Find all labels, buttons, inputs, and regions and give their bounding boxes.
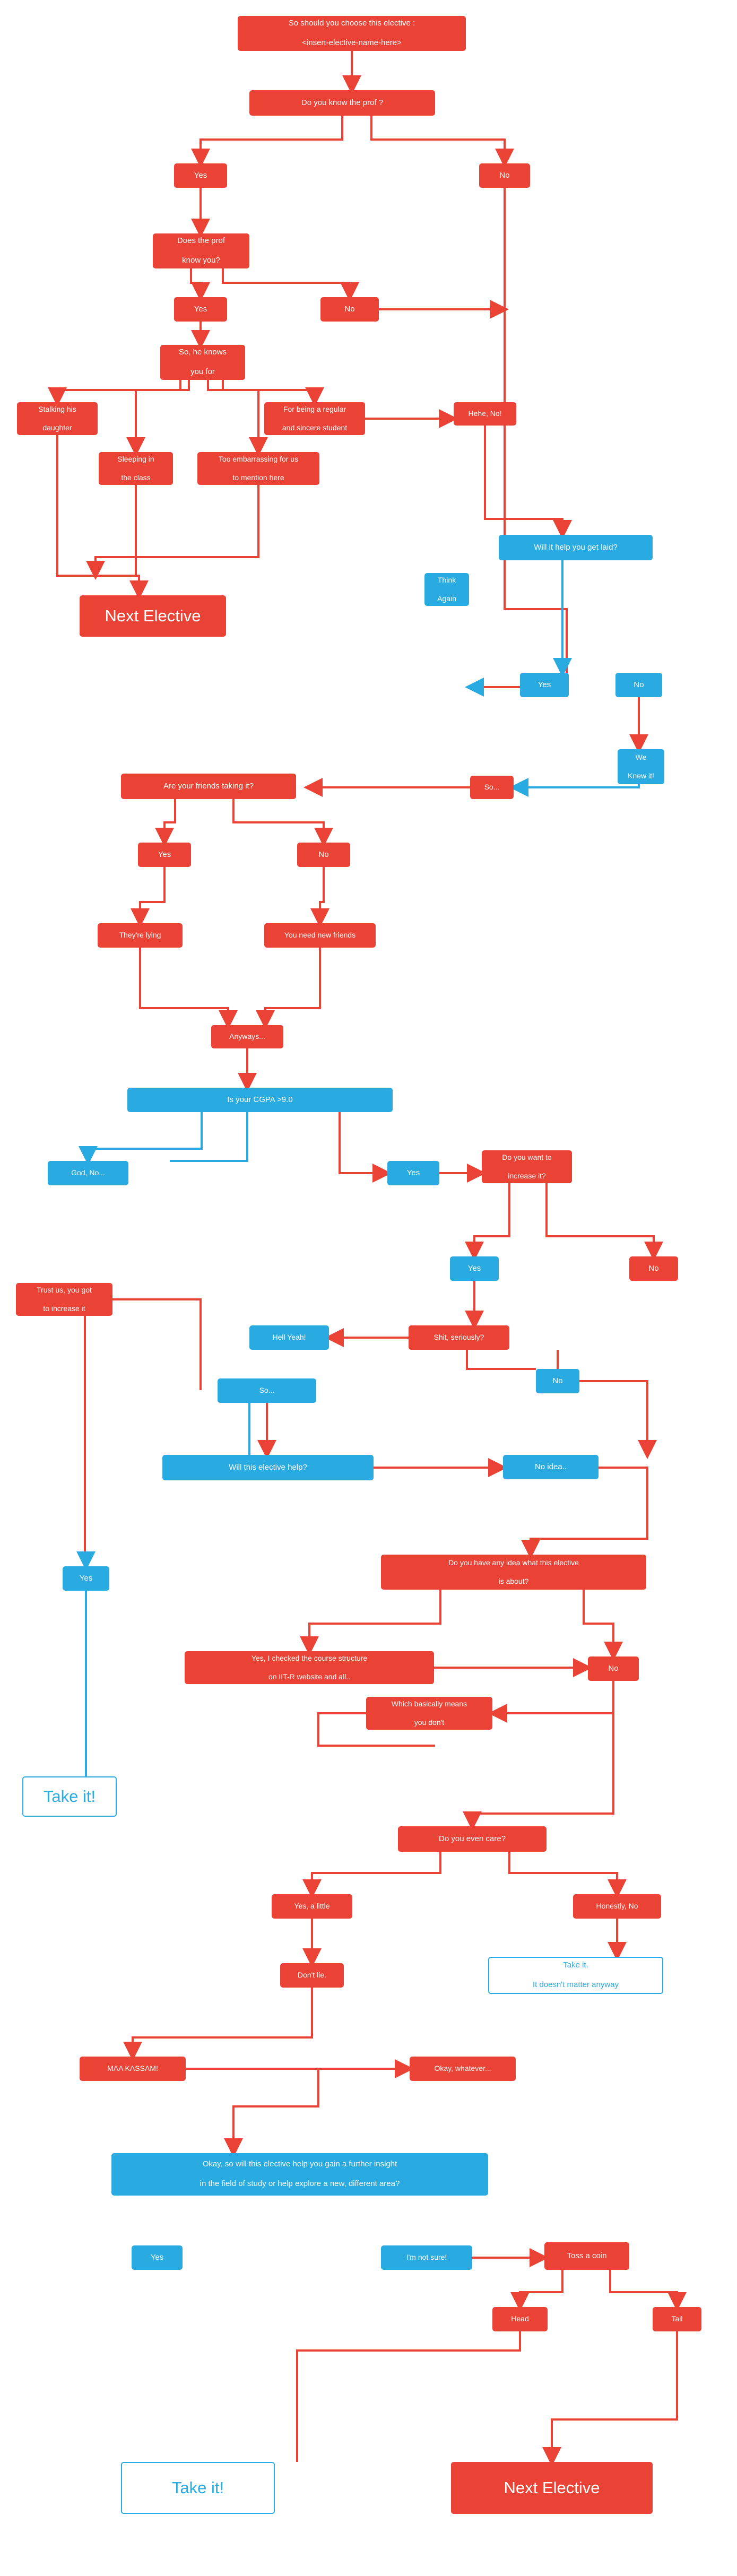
node-pky_no[interactable]	[320, 297, 379, 322]
node-label-line: on IIT-R website and all..	[268, 1672, 351, 1681]
node-wh_yes[interactable]	[63, 1566, 109, 1591]
node-kp_yes[interactable]	[174, 163, 227, 188]
node-cgpa_yes[interactable]	[387, 1161, 439, 1185]
node-label-line: Yes	[79, 1573, 93, 1583]
node-no_idea[interactable]	[503, 1455, 599, 1479]
node-label-line: Yes	[537, 680, 551, 689]
node-label-line: is about?	[498, 1576, 529, 1585]
node-yes_little[interactable]	[272, 1894, 352, 1919]
node-label-line: No	[634, 680, 644, 689]
node-not_sure[interactable]	[381, 2245, 472, 2270]
node-increase[interactable]	[482, 1150, 572, 1183]
node-label-line: Do you have any idea what this elective	[448, 1558, 579, 1567]
node-label-line: Yes	[150, 2252, 164, 2262]
node-label-line: Take it!	[171, 2478, 224, 2497]
node-label-line: know you?	[182, 256, 220, 265]
node-label-line: Which basically means	[391, 1699, 467, 1708]
node-inc_yes[interactable]	[450, 1256, 499, 1281]
node-fr_yes[interactable]	[138, 843, 191, 867]
node-next_elective_1[interactable]	[80, 595, 226, 637]
node-label-line: Does the prof	[177, 236, 226, 245]
node-label-line: No	[552, 1376, 563, 1385]
node-label-line: Toss a coin	[567, 2251, 607, 2260]
node-label-line: Yes, a little	[294, 1902, 330, 1911]
node-label-line: Okay, whatever...	[434, 2064, 491, 2073]
node-hehe_no[interactable]	[454, 402, 516, 426]
node-label-line: Next Elective	[105, 606, 201, 625]
node-label-line: Do you know the prof ?	[301, 98, 384, 107]
node-embarrassing[interactable]	[197, 452, 319, 485]
node-label-line: <insert-elective-name-here>	[302, 38, 402, 48]
node-label-line: Trust us, you got	[37, 1285, 92, 1294]
node-label-line: Yes	[194, 170, 207, 180]
node-basically[interactable]	[366, 1697, 492, 1730]
node-tail[interactable]	[653, 2307, 701, 2331]
node-anyways[interactable]	[211, 1025, 283, 1048]
node-cgpa[interactable]	[127, 1088, 393, 1112]
node-any_idea[interactable]	[381, 1555, 646, 1590]
node-label-line: No	[499, 170, 510, 180]
node-kp_no[interactable]	[479, 163, 530, 188]
node-label-line: Honestly, No	[596, 1902, 638, 1911]
node-laid_no[interactable]	[615, 673, 662, 697]
node-label-line: So should you choose this elective :	[288, 18, 415, 28]
node-label-line: Anyways...	[229, 1032, 265, 1041]
node-label-line: Think	[437, 575, 456, 584]
node-label-line: Are your friends taking it?	[163, 781, 254, 791]
node-label-line: Yes	[406, 1168, 420, 1177]
node-ai_no[interactable]	[588, 1656, 639, 1681]
node-friends[interactable]	[121, 774, 296, 799]
node-label-line: No	[344, 304, 355, 314]
node-label-line: It doesn't matter anyway	[532, 1980, 619, 1990]
node-care[interactable]	[398, 1826, 547, 1852]
node-label-line: Yes	[467, 1263, 481, 1273]
node-so_2[interactable]	[218, 1378, 316, 1403]
node-label-line: Will it help you get laid?	[534, 542, 618, 552]
node-laid[interactable]	[499, 535, 653, 560]
node-label-line: Don't lie.	[297, 1971, 327, 1980]
node-label-line: So...	[484, 783, 500, 792]
node-label-line: you don't	[414, 1718, 445, 1727]
node-god_no[interactable]	[48, 1161, 128, 1185]
node-label-line: We	[635, 752, 647, 761]
node-label-line: Hell Yeah!	[272, 1333, 306, 1342]
node-label-line: Is your CGPA >9.0	[227, 1095, 293, 1104]
node-label-line: Again	[437, 594, 456, 603]
node-head[interactable]	[492, 2307, 548, 2331]
node-label-line: Sleeping in	[117, 454, 154, 463]
node-start[interactable]	[238, 16, 466, 51]
node-label-line: to increase it	[43, 1304, 85, 1313]
node-we_knew_it[interactable]	[618, 749, 664, 784]
node-label-line: the class	[121, 473, 151, 482]
node-label-line: For being a regular	[283, 404, 346, 413]
node-label-line: God, No...	[71, 1168, 105, 1177]
node-toss_coin[interactable]	[544, 2242, 629, 2270]
node-think_again[interactable]	[424, 573, 469, 606]
node-label-line: You need new friends	[284, 931, 356, 940]
node-sleeping[interactable]	[99, 452, 173, 485]
node-label-line: daughter	[42, 423, 72, 432]
node-okay_whatever[interactable]	[410, 2057, 516, 2081]
node-new_friends[interactable]	[264, 923, 376, 948]
node-label-line: Okay, so will this elective help you gain a further insight	[202, 2159, 397, 2169]
node-he_knows[interactable]	[160, 345, 245, 380]
node-label-line: MAA KASSAM!	[107, 2064, 158, 2073]
node-label-line: So, he knows	[178, 347, 227, 357]
node-label-line: Shit, seriously?	[433, 1333, 484, 1342]
node-label-line: Take it.	[563, 1960, 588, 1970]
node-pky_yes[interactable]	[174, 297, 227, 322]
node-label-line: Stalking his	[38, 404, 76, 413]
node-label-line: Yes	[194, 304, 207, 314]
node-take_it_anyway[interactable]	[488, 1957, 663, 1994]
node-honestly_no[interactable]	[573, 1894, 661, 1919]
node-take_it_2[interactable]	[121, 2462, 275, 2514]
node-label-line: Do you want to	[502, 1152, 552, 1161]
node-label-line: to mention here	[232, 473, 284, 482]
node-label-line: I'm not sure!	[406, 2253, 447, 2262]
node-label-line: and sincere student	[282, 423, 348, 432]
node-label-line: in the field of study or help explore a new, different area?	[200, 2179, 400, 2189]
node-will_help[interactable]	[162, 1455, 374, 1480]
node-fr_no[interactable]	[297, 843, 350, 867]
node-shit_seriously[interactable]	[409, 1325, 509, 1350]
node-maa_kassam[interactable]	[80, 2057, 186, 2081]
node-trust_us[interactable]	[16, 1283, 112, 1316]
node-label-line: Hehe, No!	[468, 409, 502, 418]
node-label-line: Do you even care?	[439, 1834, 506, 1843]
node-label-line: increase it?	[508, 1171, 546, 1180]
node-label-line: No	[608, 1663, 619, 1673]
node-hell_yeah[interactable]	[249, 1325, 329, 1350]
node-label-line: Yes	[158, 849, 171, 859]
node-next_elective_2[interactable]	[451, 2462, 653, 2514]
node-dont_lie[interactable]	[280, 1963, 344, 1988]
node-sq_no[interactable]	[536, 1369, 579, 1393]
node-label-line: No	[648, 1263, 659, 1273]
node-take_it_1[interactable]	[22, 1776, 117, 1817]
node-lying[interactable]	[98, 923, 183, 948]
node-further_insight[interactable]	[111, 2153, 488, 2196]
node-stalking[interactable]	[17, 402, 98, 435]
node-so_1[interactable]	[470, 776, 514, 799]
node-label-line: Yes, I checked the course structure	[251, 1653, 368, 1662]
node-prof_know_you[interactable]	[153, 233, 249, 268]
node-label-line: Head	[511, 2314, 529, 2323]
node-label-line: Will this elective help?	[229, 1462, 307, 1472]
node-label-line: They're lying	[119, 931, 161, 940]
node-label-line: No	[318, 849, 329, 859]
node-label-line: Knew it!	[628, 771, 654, 780]
node-laid_yes[interactable]	[520, 673, 569, 697]
node-fi_yes[interactable]	[132, 2245, 183, 2270]
node-label-line: No idea..	[534, 1462, 567, 1471]
node-inc_no[interactable]	[629, 1256, 678, 1281]
node-know_prof[interactable]	[249, 90, 435, 116]
node-label-line: Next Elective	[504, 2478, 600, 2497]
node-label-line: Tail	[671, 2314, 683, 2323]
node-label-line: Take it!	[43, 1786, 96, 1806]
node-checked[interactable]	[185, 1651, 434, 1684]
node-label-line: you for	[190, 367, 215, 377]
node-label-line: So...	[259, 1386, 275, 1395]
node-regular[interactable]	[264, 402, 365, 435]
node-label-line: Too embarrassing for us	[218, 454, 299, 463]
